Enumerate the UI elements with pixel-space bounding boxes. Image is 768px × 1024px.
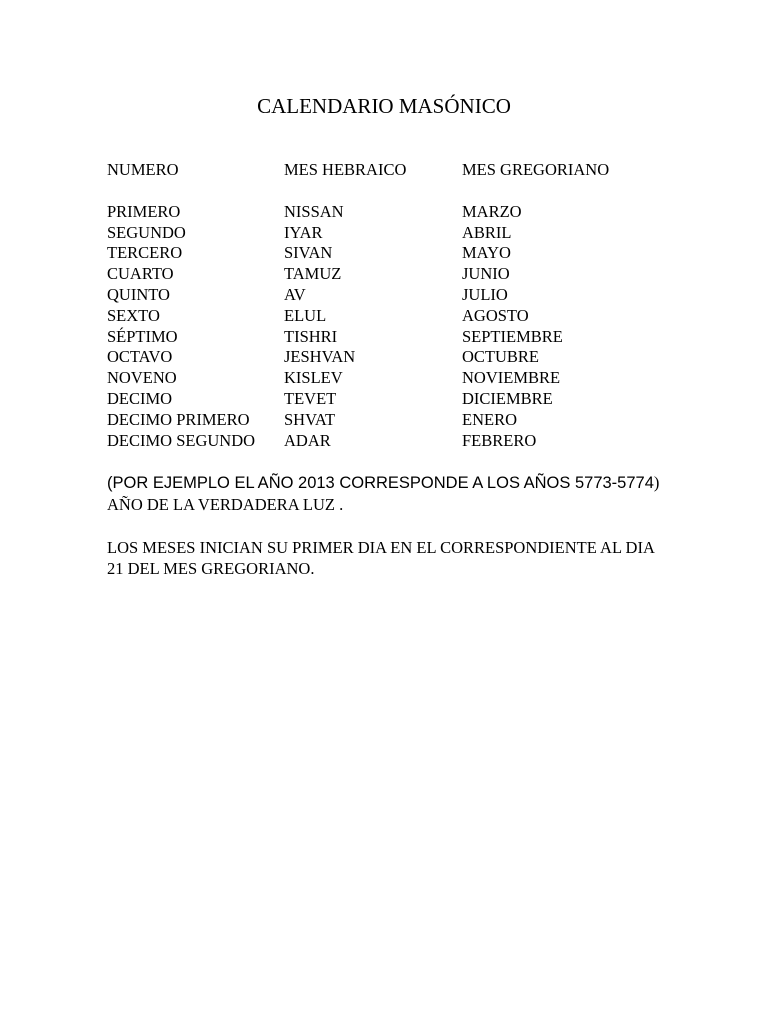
mes-gregoriano-cell: DICIEMBRE (462, 388, 553, 408)
document-title: CALENDARIO MASÓNICO (257, 94, 511, 118)
mes-hebraico-cell: ELUL (284, 305, 327, 325)
mes-gregoriano-cell: OCTUBRE (462, 347, 540, 367)
mes-hebraico-cell: NISSAN (284, 201, 344, 221)
numero-cell: DECIMO SEGUNDO (107, 430, 256, 450)
numero-cell: SÉPTIMO (107, 326, 178, 346)
numero-cell: PRIMERO (107, 201, 181, 221)
numero-cell: DECIMO (107, 388, 173, 408)
mes-gregoriano-cell: ABRIL (462, 222, 512, 242)
column-header-mes-gregoriano: MES GREGORIANO (462, 160, 610, 179)
example-note-luz: ) AÑO DE LA VERDADERA LUZ . (107, 473, 660, 514)
column-header-numero: NUMERO (107, 160, 179, 179)
numero-cell: NOVENO (107, 368, 177, 388)
mes-hebraico-cell: SIVAN (284, 243, 333, 263)
example-note-years: (POR EJEMPLO EL AÑO 2013 CORRESPONDE A LOS AÑOS 5773-5774 (107, 474, 654, 492)
mes-hebraico-cell: TISHRI (284, 326, 338, 346)
column-header-mes-hebraico: MES HEBRAICO (284, 160, 407, 179)
mes-hebraico-cell: SHVAT (284, 409, 336, 429)
mes-hebraico-cell: KISLEV (284, 368, 343, 388)
mes-hebraico-cell: ADAR (284, 430, 331, 450)
mes-gregoriano-cell: FEBRERO (462, 430, 537, 450)
mes-gregoriano-cell: SEPTIEMBRE (462, 326, 563, 346)
mes-hebraico-cell: IYAR (284, 222, 323, 242)
numero-cell: DECIMO PRIMERO (107, 409, 250, 429)
mes-hebraico-cell: TEVET (284, 388, 337, 408)
mes-hebraico-cell: TAMUZ (284, 264, 342, 284)
numero-cell: CUARTO (107, 264, 174, 284)
mes-hebraico-cell: AV (284, 284, 306, 304)
mes-gregoriano-cell: MARZO (462, 201, 522, 221)
numero-cell: QUINTO (107, 284, 170, 304)
numero-cell: OCTAVO (107, 347, 173, 367)
mes-gregoriano-cell: NOVIEMBRE (462, 368, 561, 388)
mes-gregoriano-cell: MAYO (462, 243, 511, 263)
mes-gregoriano-cell: AGOSTO (462, 305, 529, 325)
numero-cell: SEGUNDO (107, 222, 186, 242)
months-start-note: LOS MESES INICIAN SU PRIMER DIA EN EL CORRESPONDIENTE AL DIA 21 DEL MES GREGORIANO. (107, 538, 654, 578)
mes-gregoriano-cell: JULIO (462, 284, 508, 304)
example-note (107, 472, 667, 515)
mes-gregoriano-cell: ENERO (462, 409, 517, 429)
mes-gregoriano-cell: JUNIO (462, 264, 510, 284)
mes-hebraico-cell: JESHVAN (284, 347, 356, 367)
numero-cell: SEXTO (107, 305, 160, 325)
numero-cell: TERCERO (107, 243, 183, 263)
